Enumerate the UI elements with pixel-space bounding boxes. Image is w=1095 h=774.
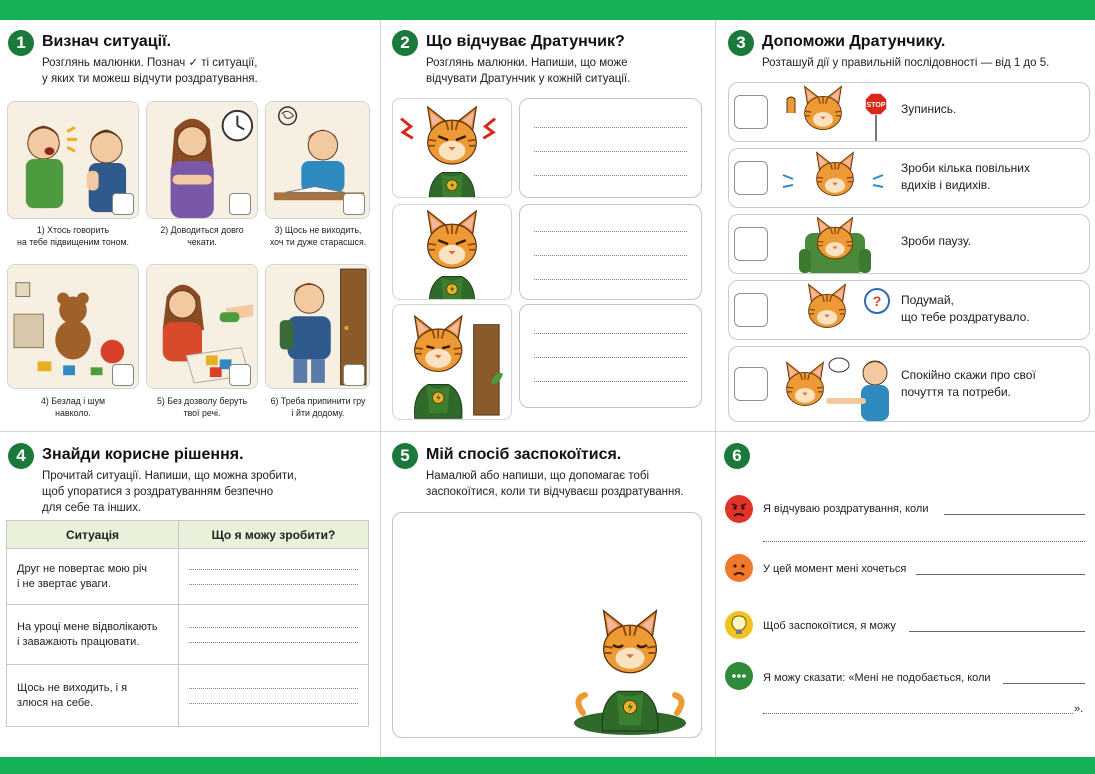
divider (0, 431, 1095, 432)
top-green-bar (0, 0, 1095, 20)
answer-line[interactable] (909, 631, 1085, 632)
step-order-box-4[interactable] (734, 293, 768, 327)
situation-cell: Щось не виходить, і я злюся на себе. (7, 665, 179, 727)
cat-talking-illustration (773, 347, 897, 423)
solutions-table (6, 520, 369, 727)
cat-grumpy-picture (392, 204, 512, 300)
closing-quote: ». (1074, 703, 1084, 715)
calm-step-talk (728, 346, 1090, 422)
feeling-answer-box-1[interactable] (519, 98, 702, 198)
panel-instructions: Намалюй або напиши, що допомагає тобі заспокоїтися, коли ти відчуваєш роздратування. (426, 470, 684, 498)
situation-cell: Друг не повертає мою річ і не звертає уваги. (7, 549, 179, 605)
situation-checkbox-5[interactable] (229, 364, 251, 386)
answer-line[interactable] (763, 713, 1073, 714)
situation-checkbox-4[interactable] (112, 364, 134, 386)
cat-breathing-illustration (777, 149, 895, 209)
answer-line[interactable] (944, 514, 1085, 515)
situation-caption-6: 6) Треба припинити гру і йти додому. (270, 396, 366, 418)
drawing-area[interactable] (392, 512, 702, 738)
panel-title: Знайди корисне рішення. (42, 446, 244, 463)
feeling-answer-box-3[interactable] (519, 304, 702, 408)
situation-caption-3: 3) Щось не виходить, хоч ти дуже старасшся. (269, 225, 367, 247)
step-number-badge: 1 (8, 30, 34, 56)
calm-step-breathe (728, 148, 1090, 208)
panel-instructions: Прочитай ситуації. Напиши, що можна зробити, щоб упоратися з роздратуванням безпечно для себе та інших. (42, 470, 297, 514)
speech-bubble-icon (724, 661, 754, 691)
panel-title: Допоможи Дратунчику. (762, 33, 946, 50)
step-text: Зупинись. (901, 102, 957, 116)
column-header-what-can-i-do: Що я можу зробити? (179, 521, 369, 549)
sentence-starter-4: Я можу сказати: «Мені не подобається, коли (763, 672, 991, 684)
step-text: Зроби паузу. (901, 234, 972, 248)
step-order-box-1[interactable] (734, 95, 768, 129)
cat-door-illustration (393, 305, 511, 419)
situation-checkbox-3[interactable] (343, 193, 365, 215)
situation-checkbox-1[interactable] (112, 193, 134, 215)
situation-caption-4: 4) Безлад і шум навколо. (40, 396, 106, 418)
panel-title: Що відчуває Дратунчик? (426, 33, 625, 50)
step-number-badge: 3 (728, 30, 754, 56)
angry-face-icon (724, 494, 754, 524)
divider (715, 20, 716, 757)
step-text: Подумай, що тебе роздратувало. (901, 293, 1030, 324)
step-order-box-2[interactable] (734, 161, 768, 195)
situation-checkbox-6[interactable] (343, 364, 365, 386)
cat-grumpy-illustration (393, 205, 511, 299)
cat-stop-illustration (777, 83, 895, 143)
answer-cell[interactable] (179, 605, 369, 665)
panel-instructions: Розглянь малюнки. Познач ✓ ті ситуації, у яких ти можеш відчути роздратування. (42, 57, 258, 85)
stop-sign-label: STOP (866, 102, 886, 109)
table-row (7, 549, 369, 605)
svg-text:?: ? (872, 293, 882, 309)
cat-leaving-picture (392, 304, 512, 420)
divider (380, 20, 381, 757)
table-row (7, 605, 369, 665)
situation-caption-2: 2) Доводиться довго чекати. (160, 225, 244, 247)
cat-meditating-illustration (563, 603, 697, 737)
column-header-situation: Ситуація (7, 521, 179, 549)
step-text: Спокійно скажи про свої почуття та потреби. (901, 368, 1036, 399)
panel-instructions: Розташуй дії у правильній послідовності — від 1 до 5. (762, 57, 1050, 69)
sentence-starter-1: Я відчуваю роздратування, коли (763, 503, 929, 515)
situation-caption-1: 1) Хтось говорить на тебе підвищеним тоном. (17, 225, 129, 247)
upset-face-icon (724, 553, 754, 583)
panel-title: Визнач ситуації. (42, 33, 172, 50)
calm-step-stop (728, 82, 1090, 142)
bottom-green-bar (0, 757, 1095, 774)
sentence-starter-3: Щоб заспокоїтися, я можу (763, 620, 896, 632)
step-number-badge: 6 (724, 443, 750, 469)
sentence-starter-2: У цей момент мені хочеться (763, 563, 907, 575)
cat-angry-picture (392, 98, 512, 198)
panel-instructions: Розглянь малюнки. Напиши, що може відчувати Дратунчик у кожній ситуації. (426, 57, 631, 85)
step-text: Зроби кілька повільних вдихів і видихів. (901, 161, 1030, 192)
step-number-badge: 5 (392, 443, 418, 469)
situation-cell: На уроці мене відволікають і заважають працювати. (7, 605, 179, 665)
answer-cell[interactable] (179, 549, 369, 605)
cat-thinking-illustration (777, 281, 895, 341)
step-number-badge: 4 (8, 443, 34, 469)
step-order-box-3[interactable] (734, 227, 768, 261)
situation-checkbox-2[interactable] (229, 193, 251, 215)
feeling-answer-box-2[interactable] (519, 204, 702, 300)
answer-line[interactable] (763, 541, 1085, 542)
calm-step-think (728, 280, 1090, 340)
answer-line[interactable] (916, 574, 1085, 575)
cat-angry-illustration (393, 99, 511, 197)
step-order-box-5[interactable] (734, 367, 768, 401)
answer-line[interactable] (1003, 683, 1085, 684)
panel-title: Мій спосіб заспокоїтися. (426, 446, 622, 463)
table-row (7, 665, 369, 727)
situation-caption-5: 5) Без дозволу беруть твої речі. (156, 396, 248, 418)
lightbulb-icon (724, 610, 754, 640)
answer-cell[interactable] (179, 665, 369, 727)
calm-step-pause (728, 214, 1090, 274)
step-number-badge: 2 (392, 30, 418, 56)
cat-armchair-illustration (777, 215, 895, 275)
